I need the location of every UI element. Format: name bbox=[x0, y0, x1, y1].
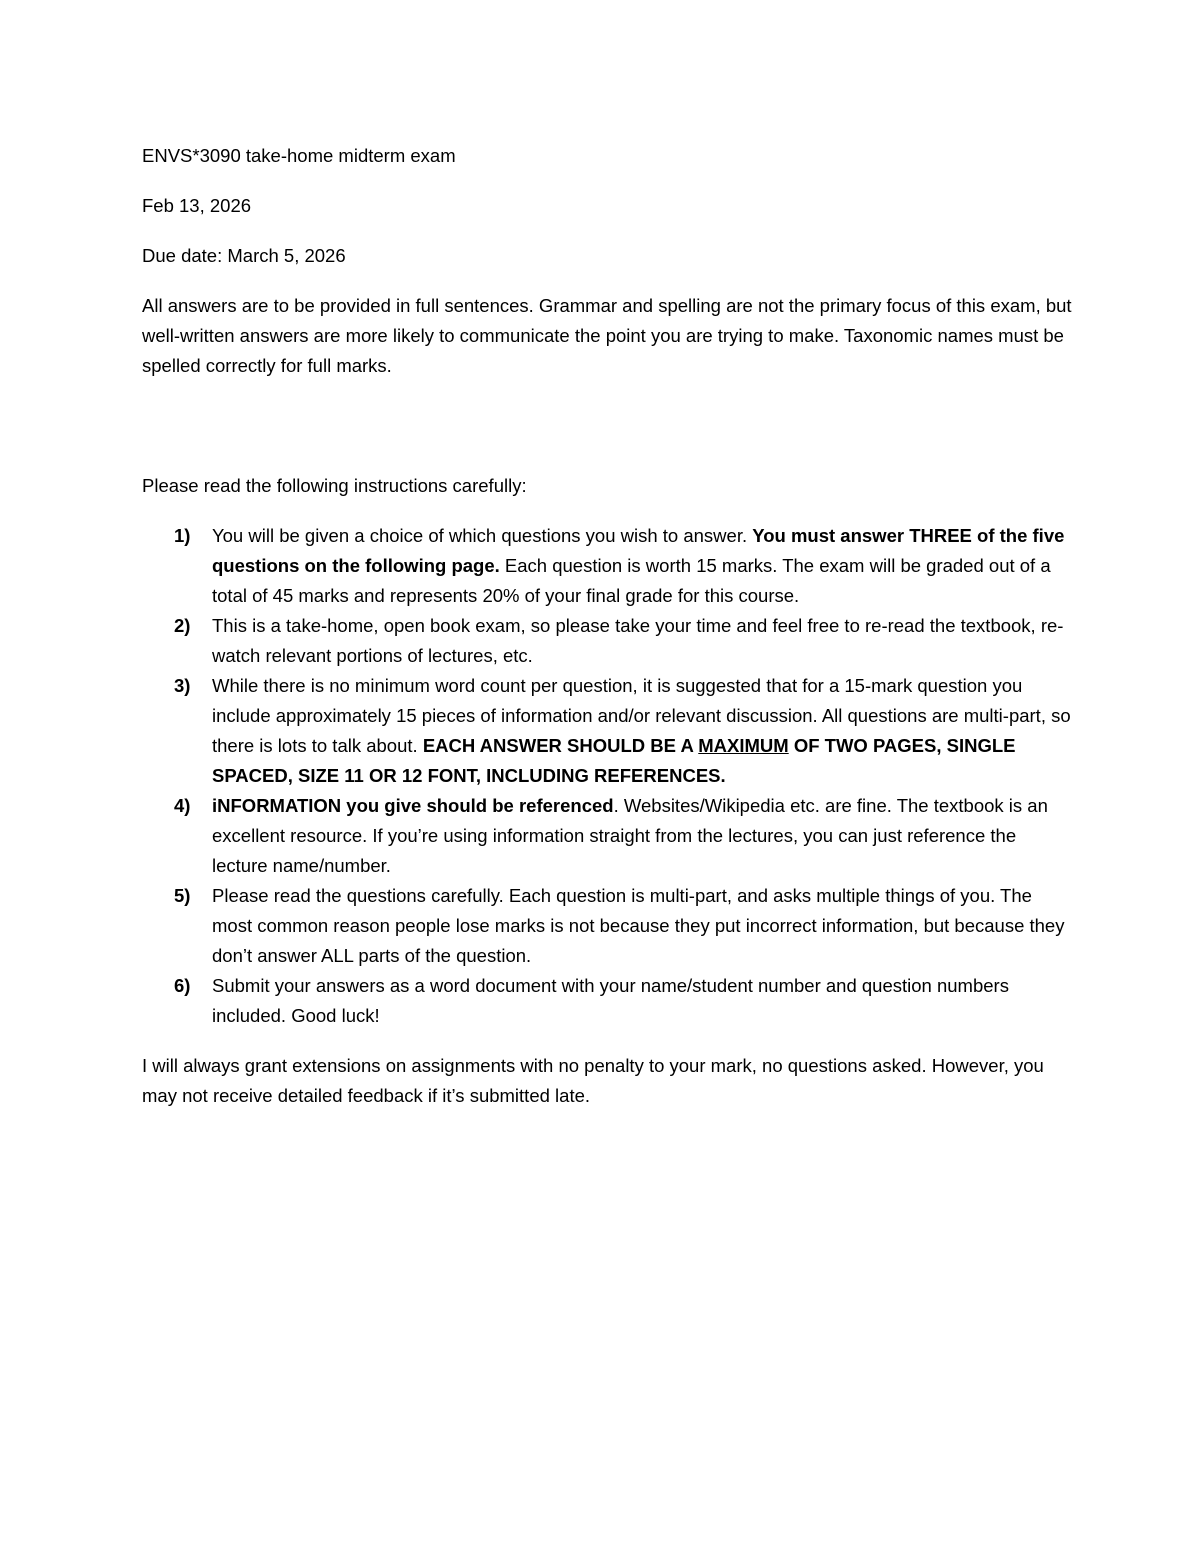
instruction-number: 4) bbox=[174, 795, 191, 816]
closing-paragraph: I will always grant extensions on assignments with no penalty to your mark, no questions asked. However, you may not receive detailed feedback if it’s submitted late. bbox=[142, 1055, 1044, 1106]
instruction-item bbox=[142, 671, 1072, 791]
instruction-number: 5) bbox=[174, 885, 191, 906]
instructions-lead: Please read the following instructions carefully: bbox=[142, 475, 527, 496]
instruction-item bbox=[142, 521, 1072, 611]
instruction-number: 2) bbox=[174, 615, 191, 636]
intro-paragraph: All answers are to be provided in full sentences. Grammar and spelling are not the primary focus of this exam, but well-written answers are more likely to communicate the point you are trying to make. Taxonomic names must be spelled correctly for full marks. bbox=[142, 295, 1072, 376]
instruction-text: You will be given a choice of which questions you wish to answer. bbox=[212, 525, 753, 546]
instruction-item bbox=[142, 971, 1072, 1031]
exam-title: ENVS*3090 take-home midterm exam bbox=[142, 145, 456, 166]
instructions-list bbox=[142, 521, 1072, 1031]
instruction-text: Please read the questions carefully. Each question is multi-part, and asks multiple things of you. The most common reason people lose marks is not because they put incorrect information, but because they don’t answer ALL parts of the question. bbox=[212, 885, 1065, 966]
instruction-underlined-text: MAXIMUM bbox=[698, 735, 789, 756]
instruction-item bbox=[142, 611, 1072, 671]
instruction-text: This is a take-home, open book exam, so please take your time and feel free to re-read the textbook, re-watch relevant portions of lectures, etc. bbox=[212, 615, 1064, 666]
instruction-item bbox=[142, 881, 1072, 971]
instruction-number: 6) bbox=[174, 975, 191, 996]
instruction-text: While there is no minimum word count per question, it is suggested that for a 15-mark question you include approximately 15 pieces of information and/or relevant discussion. All questions are multi-part, so there is lots to talk about. bbox=[212, 675, 1071, 756]
instruction-text: . Websites/Wikipedia etc. are fine. The textbook is an excellent resource. If you’re using information straight from the lectures, you can just reference the lecture name/number. bbox=[212, 795, 1048, 876]
instruction-bold-text: EACH ANSWER SHOULD BE A bbox=[422, 735, 699, 756]
instruction-number: 1) bbox=[174, 525, 191, 546]
instruction-text: Submit your answers as a word document with your name/student number and question numbers included. Good luck! bbox=[212, 975, 1009, 1026]
instruction-number: 3) bbox=[174, 675, 191, 696]
exam-date: Feb 13, 2026 bbox=[142, 195, 252, 216]
instruction-text: Each question is worth 15 marks. The exam will be graded out of a total of 45 marks and represents 20% of your final grade for this course. bbox=[212, 555, 1051, 606]
instruction-bold-text: OF TWO PAGES, SINGLE SPACED, SIZE 11 OR 12 FONT, INCLUDING REFERENCES. bbox=[212, 735, 1016, 786]
instruction-bold-text: You must answer THREE of the five questions on the following page. bbox=[212, 525, 1065, 576]
due-date: Due date: March 5, 2026 bbox=[142, 245, 346, 266]
instruction-item bbox=[142, 791, 1072, 881]
instruction-bold-text: iNFORMATION you give should be referenced bbox=[212, 795, 614, 816]
document-page bbox=[142, 141, 1072, 1111]
